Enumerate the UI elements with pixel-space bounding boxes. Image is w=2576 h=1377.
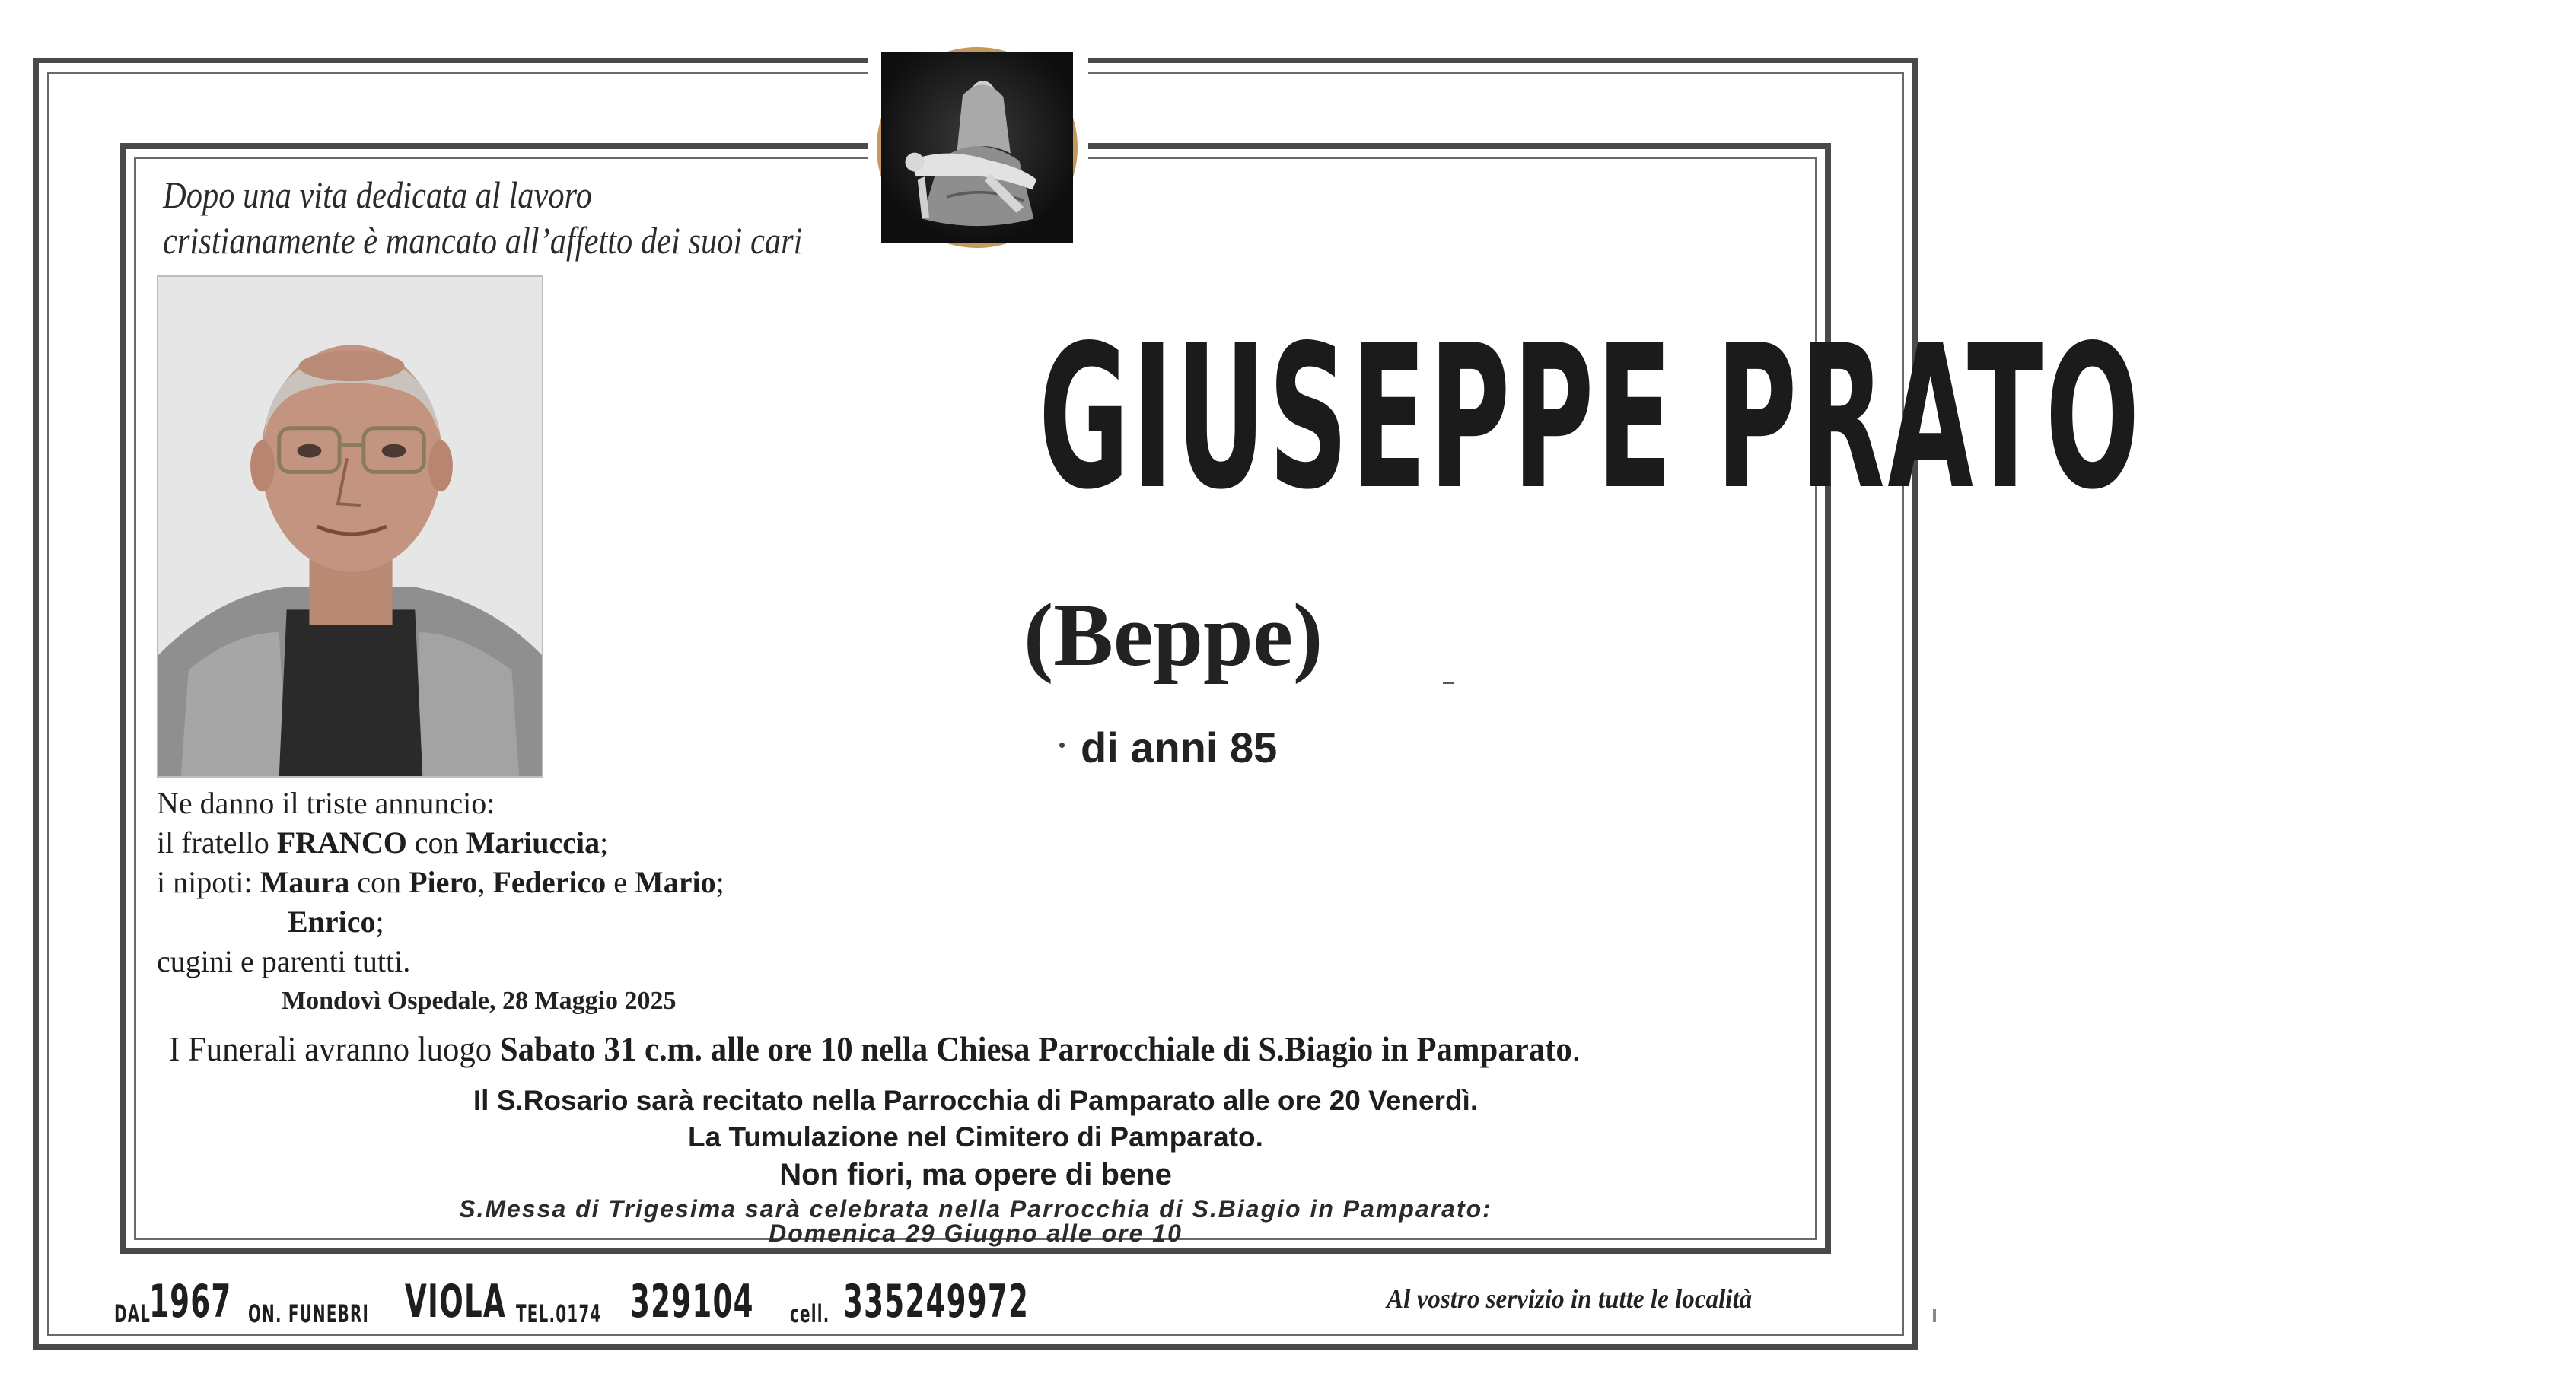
announcement-cousins: cugini e parenti tutti. — [157, 944, 411, 978]
footer-dal-wrap — [114, 1299, 151, 1328]
flowers-notice: Non fiori, ma opere di bene — [779, 1158, 1172, 1191]
footer-year: 1967 — [149, 1275, 232, 1328]
brother-spouse-name: Mariuccia — [466, 825, 600, 860]
intro-line-2: cristianamente è mancato all’affetto dei suoi cari — [163, 219, 803, 262]
text-fragment: ; — [375, 905, 384, 939]
deceased-nickname: (Beppe) — [1024, 585, 1323, 685]
burial-notice: La Tumulazione nel Cimitero di Pamparato. — [688, 1121, 1263, 1153]
footer-onoranze: ON. FUNEBRI — [248, 1299, 370, 1328]
footer-company-name: VIOLA — [405, 1275, 506, 1328]
text-fragment: il fratello — [157, 825, 277, 860]
intro-text — [163, 172, 802, 263]
funeral-home-footer — [114, 1275, 1071, 1328]
text-fragment: ; — [600, 825, 609, 860]
footer-cell-number: 335249972 — [843, 1275, 1030, 1328]
intro-line-1: Dopo una vita dedicata al lavoro — [163, 173, 592, 216]
text-fragment: i nipoti: — [157, 865, 260, 899]
deceased-age: di anni 85 — [1081, 723, 1278, 771]
rosary-notice: Il S.Rosario sarà recitato nella Parrocchia di Pamparato alle ore 20 Venerdì. — [473, 1085, 1479, 1116]
footer-company-wrap — [405, 1275, 506, 1328]
nephew-partner-name: Piero — [409, 865, 478, 899]
footer-onf-wrap — [248, 1299, 370, 1328]
nephew-name: Mario — [635, 865, 716, 899]
announcement-nephews-line — [157, 863, 724, 902]
nephew-name: Federico — [492, 865, 607, 899]
place-and-date: Mondovì Ospedale, 28 Maggio 2025 — [282, 987, 677, 1015]
speck-mark — [1933, 1309, 1936, 1322]
funeral-when-where: Sabato 31 c.m. alle ore 10 nella Chiesa Parrocchiale di S.Biagio in Pamparato — [499, 1029, 1572, 1068]
footer-tel-number-wrap — [630, 1275, 754, 1328]
deceased-name-text: GIUSEPPE PRATO — [1038, 304, 2142, 533]
text-fragment: con — [349, 865, 409, 899]
nephew-name: Enrico — [288, 905, 376, 939]
deceased-name — [605, 304, 2142, 533]
mass-notice-line-1: S.Messa di Trigesima sarà celebrata nella Parrocchia di S.Biagio in Pamparato: — [459, 1195, 1492, 1223]
text-fragment: ; — [715, 865, 724, 899]
brother-name: FRANCO — [276, 825, 407, 860]
footer-cell-label: cell. — [790, 1299, 830, 1328]
text-fragment: con — [406, 825, 466, 860]
text-fragment: e — [606, 865, 635, 899]
nephew-name: Maura — [260, 865, 350, 899]
footer-year-wrap — [149, 1275, 232, 1328]
funeral-suffix: . — [1571, 1029, 1581, 1068]
family-announcement — [157, 784, 724, 981]
footer-tel-number: 329104 — [630, 1275, 754, 1328]
footer-dal: DAL — [114, 1299, 151, 1328]
text-fragment: , — [477, 865, 493, 899]
footer-tel-label: TEL.0174 — [516, 1299, 602, 1328]
announcement-intro: Ne danno il triste annuncio: — [157, 786, 495, 820]
footer-cell-number-wrap — [843, 1275, 1030, 1328]
portrait-photo — [157, 275, 543, 778]
funeral-details — [169, 1029, 1686, 1069]
funeral-prefix: I Funerali avranno luogo — [169, 1029, 500, 1068]
speck-mark — [1059, 743, 1065, 748]
announcement-brother-line — [157, 823, 724, 863]
footer-cell-label-wrap — [790, 1299, 830, 1328]
pieta-statue-icon — [877, 47, 1078, 248]
announcement-nephew-line-2 — [157, 902, 724, 942]
footer-tel-label-wrap — [516, 1299, 602, 1328]
mass-notice-line-2: Domenica 29 Giugno alle ore 10 — [769, 1220, 1183, 1247]
speck-mark — [1443, 682, 1454, 684]
footer-slogan: Al vostro servizio in tutte le località — [1387, 1283, 1753, 1314]
